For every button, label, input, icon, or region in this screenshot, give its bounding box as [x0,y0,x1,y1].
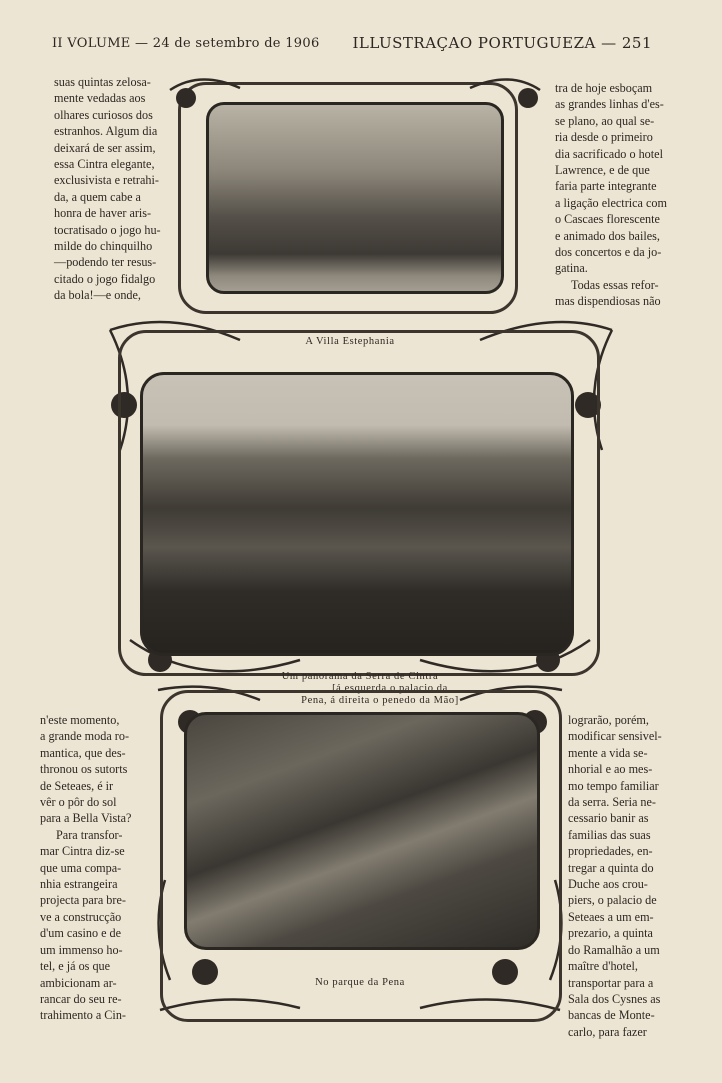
text-line: Todas essas refor- [571,277,659,292]
text-line: mente vedadas aos [54,91,146,106]
text-line: projecta para bre- [40,893,126,908]
text-line: transportar para a [568,975,654,990]
column-left-bottom [40,712,140,1024]
text-line: faria parte integrante [555,179,657,194]
text-line: Para transfor- [56,827,123,842]
text-line: propriedades, en- [568,844,653,859]
text-line: d'um casino e de [40,926,122,941]
text-line: ve a construcção [40,909,122,924]
text-line: dia sacrificado o hotel [555,146,663,161]
text-line: deixará de ser assim, [54,140,156,155]
text-line: dos concertos e da jo- [555,245,662,260]
caption-villa-estephania: A Villa Estephania [305,336,395,347]
text-line: para a Bella Vista? [40,811,132,826]
text-line: se plano, ao qual se- [555,113,655,128]
text-line: honra de haver aris- [54,206,152,221]
text-line: Seteaes a um em- [568,909,654,924]
text-line: thronou os sutorts [40,762,128,777]
text-line: o Cascaes florescente [555,212,660,227]
text-line: olhares curiosos dos [54,107,153,122]
text-line: bancas de Monte- [568,1008,655,1023]
text-line: piers, o palacio de [568,893,657,908]
text-line: prezario, a quinta [568,926,653,941]
text-line: da, a quem cabe a [54,189,141,204]
text-line: nhia estrangeira [40,877,118,892]
volume-date-header: II VOLUME — 24 de setembro de 1906 [52,36,320,51]
text-line: e animado dos bailes, [555,228,660,243]
text-line: tocratisado o jogo hu- [54,222,161,237]
text-line: ambicionam ar- [40,975,117,990]
text-line: trahimento a Cin- [40,1008,126,1023]
caption-line: [á esquerda o palacio da [332,683,448,694]
text-line: mente a vida se- [568,745,648,760]
text-line: suas quintas zelosa- [54,75,151,89]
text-line: —podendo ter resus- [54,255,157,270]
text-line: de Seteaes, é ir [40,778,114,793]
text-line: familias das suas [568,827,651,842]
text-line: exclusivista e retrahi- [54,173,159,188]
text-line: da serra. Seria ne- [568,795,656,810]
text-line: tra de hoje esboçam [555,81,653,95]
caption-line: Um panorama da Serra de Cintra [281,671,439,682]
text-line: maître d'hotel, [568,959,638,974]
text-line: estranhos. Algum dia [54,124,158,139]
text-line: a grande moda ro- [40,729,129,744]
text-line: do Ramalhão a um [568,942,660,957]
text-line: Duche aos crou- [568,877,648,892]
photo-parque-da-pena [184,712,540,950]
text-line: um immenso ho- [40,942,123,957]
text-line: vêr o pôr do sol [40,795,117,810]
text-line: lograrão, porém, [568,713,649,727]
text-line: tel, e já os que [40,959,111,974]
text-line: Lawrence, e de que [555,163,650,178]
text-line: ria desde o primeiro [555,130,653,145]
text-line: tregar a quinta do [568,860,654,875]
text-line: n'este momento, [40,713,120,727]
magazine-title-page-number: ILLUSTRAÇAO PORTUGUEZA — 251 [352,34,652,52]
text-line: mas dispendiosas não [555,294,661,309]
text-line: nhorial e ao mes- [568,762,653,777]
text-line: Sala dos Cysnes as [568,991,661,1006]
text-line: cessario banir as [568,811,649,826]
text-line: da bola!—e onde, [54,288,141,303]
text-line: citado o jogo fidalgo [54,271,156,286]
text-line: mo tempo familiar [568,778,659,793]
text-line: carlo, para fazer [568,1024,647,1039]
caption-parque-da-pena: No parque da Pena [315,977,405,988]
text-line: essa Cintra elegante, [54,157,155,172]
column-right-bottom [568,712,668,1040]
text-line: as grandes linhas d'es- [555,97,664,112]
text-line: que uma compa- [40,860,122,875]
photo-serra-de-cintra-panorama [140,372,574,656]
text-line: modificar sensivel- [568,729,662,744]
text-line: a ligação electrica com [555,195,667,210]
caption-line: Pena, á direita o penedo da Mão] [301,695,459,706]
text-line: mar Cintra diz-se [40,844,125,859]
text-line: rancar do seu re- [40,991,122,1006]
text-line: milde do chinquilho [54,239,153,254]
photo-villa-estephania [206,102,504,294]
text-line: mantica, que des- [40,745,126,760]
text-line: gatina. [555,261,588,276]
